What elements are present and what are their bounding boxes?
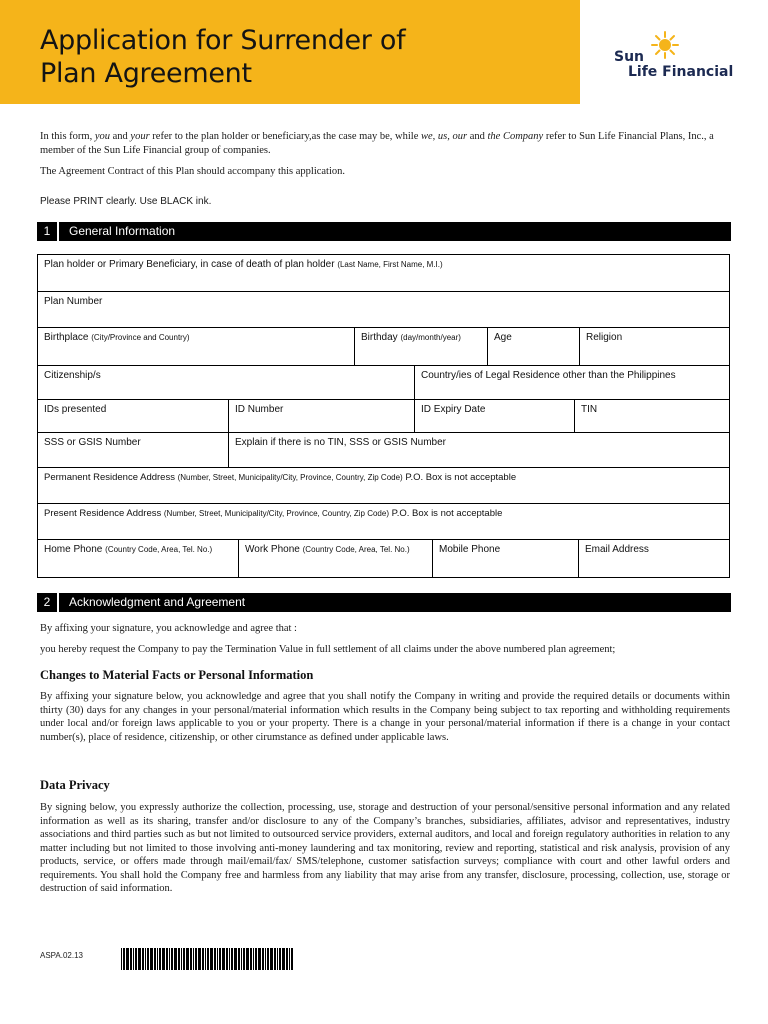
title-line-2: Plan Agreement [40, 58, 252, 89]
row-sss [38, 433, 729, 468]
plan-number-field[interactable]: Plan Number [44, 296, 103, 307]
plan-holder-field[interactable]: Plan holder or Primary Beneficiary, in case of death of plan holder (Last Name, First Name, M.I.) [44, 259, 443, 270]
permanent-address-field[interactable]: Permanent Residence Address (Number, Street, Municipality/City, Province, Country, Zip Code) P.O. Box is not acceptable [44, 472, 517, 483]
explain-field[interactable]: Explain if there is no TIN, SSS or GSIS Number [228, 433, 730, 467]
section-2-header [37, 593, 731, 612]
section-2-title: Acknowledgment and Agreement [69, 595, 246, 609]
intro-paragraph-2: The Agreement Contract of this Plan should accompany this application. [40, 166, 346, 177]
general-information-form [37, 254, 730, 578]
print-instruction: Please PRINT clearly. Use BLACK ink. [40, 196, 212, 207]
row-birth [38, 328, 729, 366]
birthplace-field[interactable]: Birthplace (City/Province and Country) [44, 332, 190, 343]
changes-heading: Changes to Material Facts or Personal Information [40, 668, 314, 682]
sun-life-logo [606, 30, 736, 90]
row-plan-number [38, 292, 729, 328]
citizenship-field[interactable]: Citizenship/s [44, 370, 101, 381]
row-phones [38, 540, 729, 577]
row-plan-holder [38, 255, 729, 292]
ids-presented-field[interactable]: IDs presented [44, 404, 107, 415]
data-privacy-heading: Data Privacy [40, 778, 110, 792]
id-number-field[interactable]: ID Number [228, 400, 414, 432]
id-expiry-field[interactable]: ID Expiry Date [414, 400, 574, 432]
page-title [40, 24, 405, 90]
present-address-field[interactable]: Present Residence Address (Number, Street, Municipality/City, Province, Country, Zip Code) P.O. Box is not acceptable [44, 508, 503, 519]
section-1-title: General Information [69, 224, 176, 238]
row-permanent-address [38, 468, 729, 504]
age-field[interactable]: Age [487, 328, 579, 365]
section-1-header [37, 222, 731, 241]
logo-text-life-financial: Life Financial [628, 64, 734, 80]
agreement-intro: By affixing your signature, you acknowledge and agree that : [40, 623, 297, 634]
home-phone-field[interactable]: Home Phone (Country Code, Area, Tel. No.) [44, 544, 213, 555]
title-line-1: Application for Surrender of [40, 25, 406, 56]
form-code: ASPA.02.13 [40, 951, 83, 960]
country-residence-field[interactable]: Country/ies of Legal Residence other than the Philippines [414, 366, 730, 399]
section-2-number: 2 [37, 593, 59, 612]
agreement-request: you hereby request the Company to pay the Termination Value in full settlement of all claims under the above numbered plan agreement; [40, 644, 616, 655]
religion-field[interactable]: Religion [579, 328, 730, 365]
data-privacy-text: By signing below, you expressly authorize the collection, processing, use, storage and destruction of your personal/sensitive personal information and any related information as well as its sharing, transfer and/or disclosure to any of the Company’s branches, subsidiaries, affiliates, advisor and representatives, industry associations and third parties such as but not limited to outsourced service providers, external auditors, and local and foreign regulatory authorities in relation to any matter including but not limited to those involving anti-money laundering and tax monitoring, review and reporting, statistical and risk analysis, provision of any products, service, or offers made through mail/email/fax/ SMS/telephone, customer satisfaction surveys; compliance with court and other lawful orders and requirements. You shall hold the Company free and harmless from any liability that may arise from any transfer, disclosure, processing, collection, use, storage or destruction of said information. [40, 802, 730, 894]
section-1-number: 1 [37, 222, 59, 241]
row-citizenship [38, 366, 729, 400]
email-field[interactable]: Email Address [578, 540, 730, 577]
row-present-address [38, 504, 729, 540]
sss-gsis-field[interactable]: SSS or GSIS Number [44, 437, 141, 448]
intro-paragraph-1: In this form, you and your refer to the plan holder or beneficiary,as the case may be, while we, us, our and the Company refer to Sun Life Financial Plans, Inc., a member of the Sun Life Financial group of companies. [40, 131, 714, 156]
tin-field[interactable]: TIN [574, 400, 730, 432]
barcode-icon [121, 948, 295, 970]
logo-text-sun: Sun [614, 49, 645, 65]
row-ids [38, 400, 729, 433]
birthday-field[interactable]: Birthday (day/month/year) [354, 328, 487, 365]
mobile-phone-field[interactable]: Mobile Phone [432, 540, 578, 577]
work-phone-field[interactable]: Work Phone (Country Code, Area, Tel. No.) [238, 540, 432, 577]
changes-text: By affixing your signature below, you acknowledge and agree that you shall notify the Company in writing and provide the required details or documents within thirty (30) days for any changes in your personal/material information which results in the Company being subject to tax reporting and withholding requirements under local and/or foreign laws applicable to you or your property. There is a change in your personal/material information if there is a change in your contact number(s), place of residence, citizenship, or other cirumstance as defined under applicable laws. [40, 691, 730, 743]
